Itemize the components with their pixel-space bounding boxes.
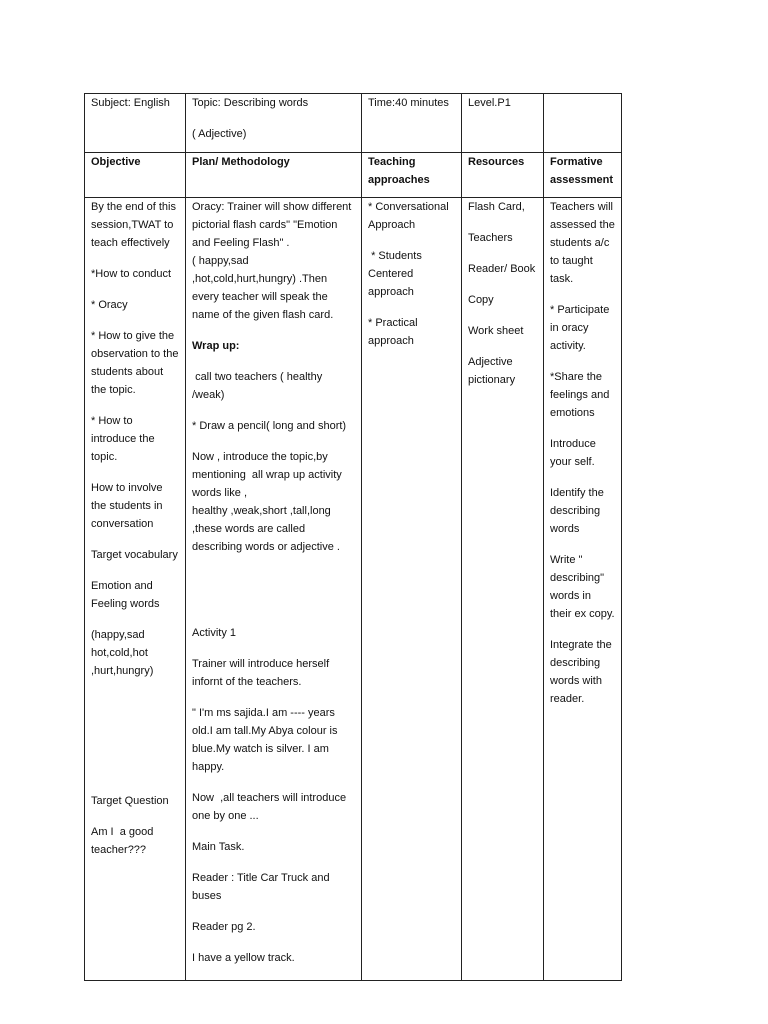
- teaching-item: * Students Centered approach: [368, 250, 425, 298]
- resource-item: Flash Card,: [468, 201, 525, 213]
- assessment-item: * Participate in oracy activity.: [550, 304, 613, 352]
- resource-item: Teachers: [468, 232, 513, 244]
- objective-item: * How to introduce the topic.: [91, 415, 161, 463]
- objective-item: * How to give the observation to the students about the topic.: [91, 330, 182, 396]
- topic-text: Topic: Describing words: [192, 97, 309, 109]
- plan-item: I have a yellow track.: [192, 952, 295, 964]
- plan-item: Reader : Title Car Truck and buses: [192, 872, 333, 902]
- plan-item: ( happy,sad ,hot,cold,hurt,hungry) .Then every teacher will speak the name of the given flash card.: [192, 255, 334, 321]
- resources-cell: [462, 198, 544, 981]
- plan-item: Main Task.: [192, 841, 245, 853]
- resource-item: Copy: [468, 294, 494, 306]
- teaching-item: * Practical approach: [368, 317, 421, 347]
- time-cell: [362, 94, 462, 153]
- plan-item: Trainer will introduce herself infornt of the teachers.: [192, 658, 333, 688]
- objective-item: Emotion and Feeling words: [91, 580, 160, 610]
- header-row: [85, 94, 622, 153]
- plan-item: Now ,all teachers will introduce one by one ...: [192, 792, 350, 822]
- resources-header: Resources: [462, 153, 544, 198]
- plan-item: * Draw a pencil( long and short): [192, 420, 347, 432]
- lesson-plan-table: [84, 93, 622, 981]
- time-text: Time:40 minutes: [368, 97, 449, 109]
- plan-cell: [186, 198, 362, 981]
- assessment-item: Write " describing" words in their ex copy.: [550, 554, 615, 620]
- resource-item: Reader/ Book: [468, 263, 536, 275]
- assessment-item: Integrate the describing words with reader.: [550, 639, 615, 705]
- plan-item: " I'm ms sajida.I am ---- years old.I am tall.My Abya colour is blue.My watch is silver. I am happy.: [192, 707, 341, 773]
- plan-item: Wrap up:: [192, 340, 240, 352]
- assessment-item: *Share the feelings and emotions: [550, 371, 613, 419]
- plan-header: Plan/ Methodology: [186, 153, 362, 198]
- topic-subtext: ( Adjective): [192, 128, 247, 140]
- assessment-item: Introduce your self.: [550, 438, 599, 468]
- teaching-header: Teaching approaches: [362, 153, 462, 198]
- objective-item: *How to conduct: [91, 268, 172, 280]
- resource-item: Adjective pictionary: [468, 356, 516, 386]
- formative-cell: [544, 198, 622, 981]
- formative-header: Formative assessment: [544, 153, 622, 198]
- teaching-cell: [362, 198, 462, 981]
- plan-item: Now , introduce the topic,by mentioning all wrap up activity words like ,: [192, 451, 345, 499]
- objective-cell: [85, 198, 186, 981]
- plan-item: healthy ,weak,short ,tall,long ,these words are called describing words or adjective .: [192, 505, 340, 553]
- subject-text: Subject: English: [91, 97, 170, 109]
- objective-item: * Oracy: [91, 299, 128, 311]
- objective-item: (happy,sad hot,cold,hot ,hurt,hungry): [91, 629, 154, 677]
- level-cell: [462, 94, 544, 153]
- teaching-item: * Conversational Approach: [368, 201, 452, 231]
- column-header-row: [85, 153, 622, 198]
- topic-cell: [186, 94, 362, 153]
- objective-item: By the end of this session,TWAT to teach effectively: [91, 201, 180, 249]
- assessment-item: Teachers will assessed the students a/c to taught task.: [550, 201, 618, 285]
- plan-item: Activity 1: [192, 627, 237, 639]
- plan-item: Reader pg 2.: [192, 921, 256, 933]
- level-text: Level.P1: [468, 97, 511, 109]
- objective-item: Am I a good teacher???: [91, 826, 157, 856]
- objective-item: Target vocabulary: [91, 549, 178, 561]
- objective-item: Target Question: [91, 795, 169, 807]
- content-row: [85, 198, 622, 981]
- subject-cell: [85, 94, 186, 153]
- empty-header-cell: [544, 94, 622, 153]
- resource-item: Work sheet: [468, 325, 524, 337]
- plan-item: Oracy: Trainer will show different pictorial flash cards" "Emotion and Feeling Flash" .: [192, 201, 355, 249]
- objective-item: How to involve the students in conversation: [91, 482, 166, 530]
- plan-item: call two teachers ( healthy /weak): [192, 371, 326, 401]
- objective-header: Objective: [85, 153, 186, 198]
- assessment-item: Identify the describing words: [550, 487, 607, 535]
